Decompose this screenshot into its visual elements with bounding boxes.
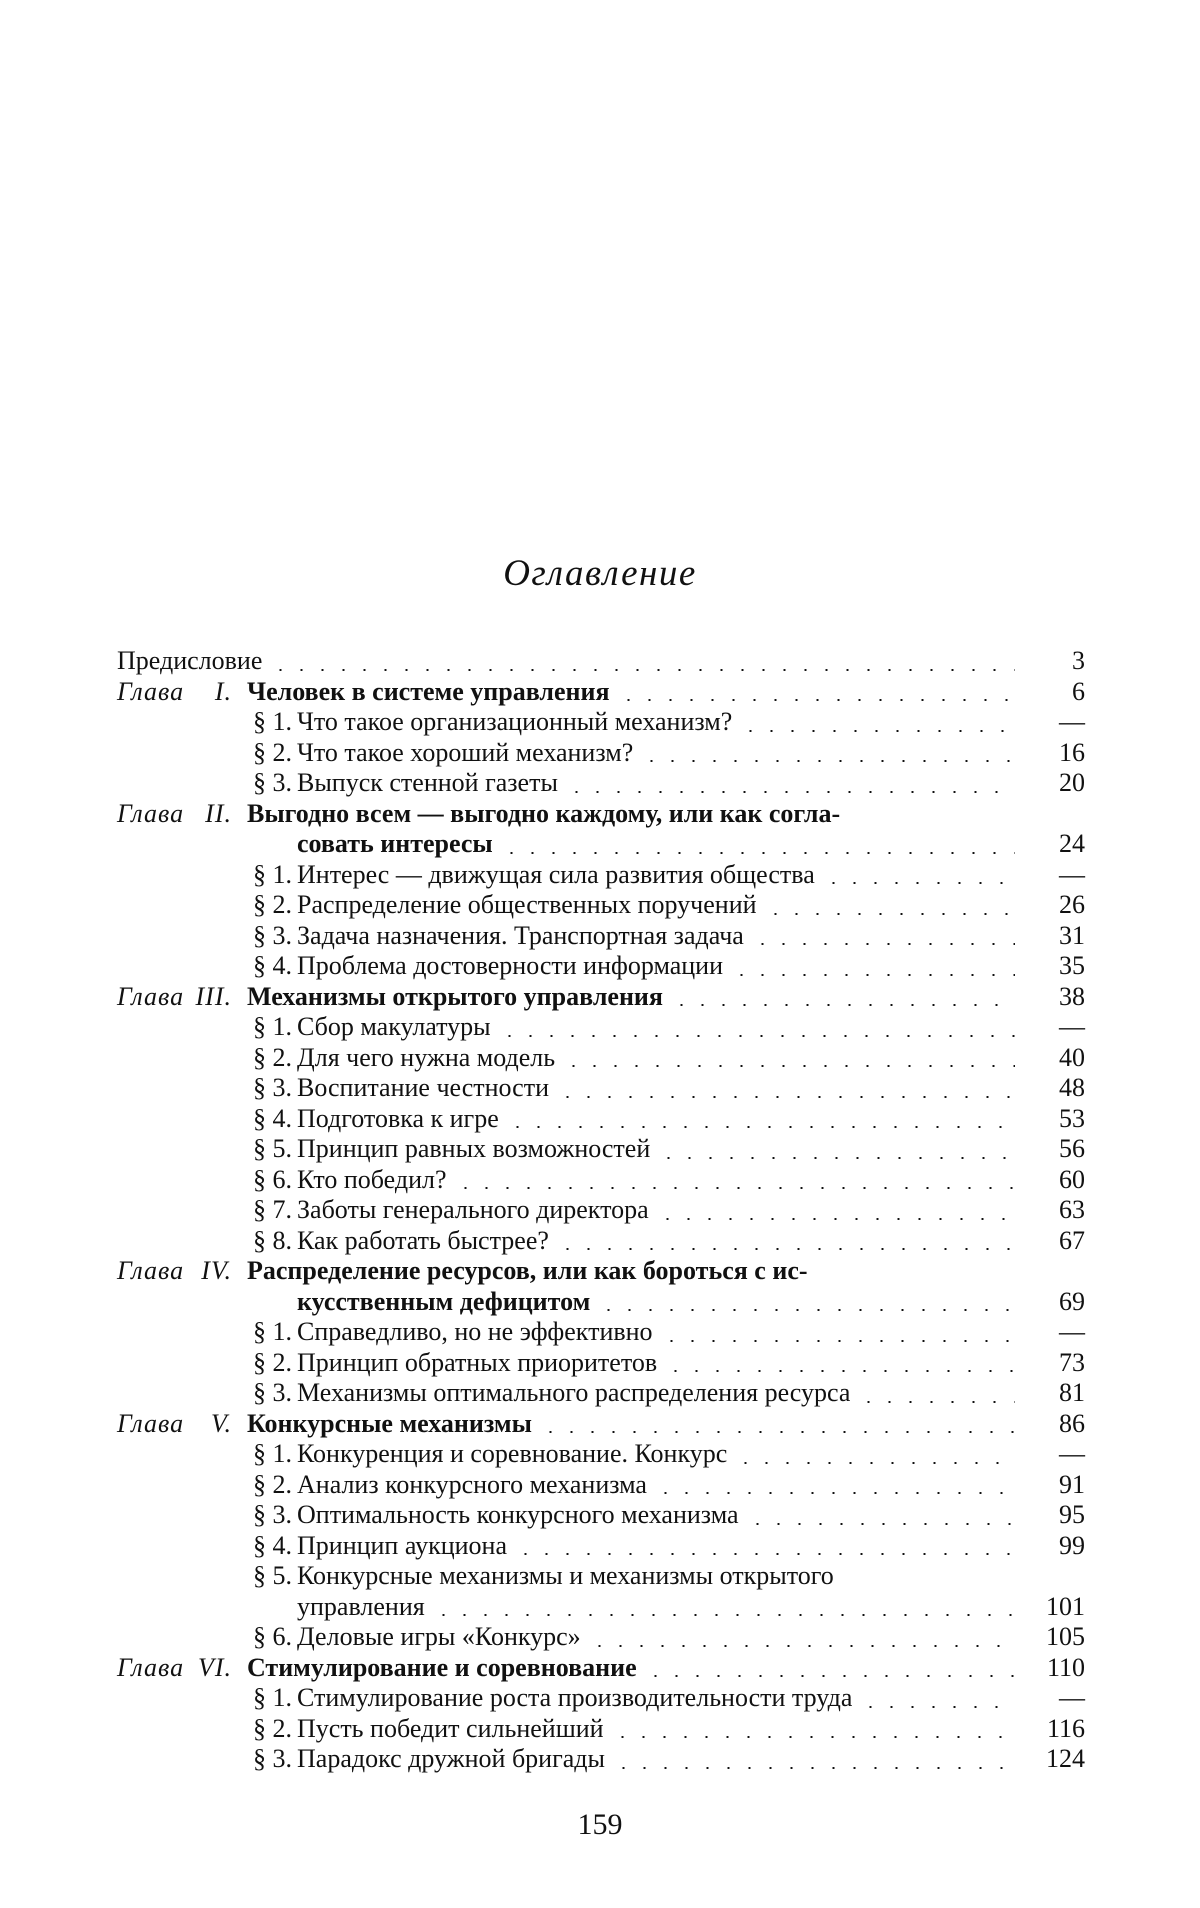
section-number: § 1. <box>212 1317 292 1348</box>
chapter-word: Глава <box>117 799 184 830</box>
section-number: § 4. <box>212 1531 292 1562</box>
dot-leader <box>823 882 1015 884</box>
section-number: § 5. <box>212 1134 292 1165</box>
toc-entry <box>117 799 1085 830</box>
page-title: Оглавление <box>0 552 1200 595</box>
chapter-label <box>117 677 232 708</box>
chapter-label <box>117 1256 232 1287</box>
entry-title: Механизмы открытого управления <box>247 982 663 1013</box>
chapter-number: II. <box>205 799 232 830</box>
dot-leader <box>566 791 1015 793</box>
entry-title: Принцип равных возможностей <box>297 1134 650 1165</box>
page-ref: 16 <box>1025 738 1085 769</box>
dot-leader <box>645 1675 1015 1677</box>
dot-leader <box>860 1706 1015 1708</box>
page-ref: 35 <box>1025 951 1085 982</box>
section-number: § 8. <box>212 1226 292 1257</box>
dot-leader <box>499 1035 1015 1037</box>
section-number: § 5. <box>212 1561 292 1592</box>
entry-title: Конкуренция и соревнование. Конкурс <box>297 1439 727 1470</box>
page-ref: 48 <box>1025 1073 1085 1104</box>
toc-entry <box>117 646 1085 677</box>
dot-leader <box>657 1218 1015 1220</box>
toc-entry <box>117 1714 1085 1745</box>
page-ref: — <box>1025 1683 1085 1714</box>
entry-title: Конкурсные механизмы <box>247 1409 532 1440</box>
section-number: § 3. <box>212 1378 292 1409</box>
section-number: § 3. <box>212 921 292 952</box>
toc-entry <box>117 1470 1085 1501</box>
section-number: § 2. <box>212 738 292 769</box>
toc-entry <box>117 1104 1085 1135</box>
entry-title: управления <box>297 1592 425 1623</box>
dot-leader <box>858 1401 1015 1403</box>
chapter-label <box>117 982 232 1013</box>
section-number: § 3. <box>212 1073 292 1104</box>
toc-entry <box>117 707 1085 738</box>
page-ref: 24 <box>1025 829 1085 860</box>
dot-leader <box>735 1462 1015 1464</box>
dot-leader <box>557 1096 1015 1098</box>
page-ref: — <box>1025 1439 1085 1470</box>
section-number: § 4. <box>212 951 292 982</box>
toc-entry <box>117 860 1085 891</box>
dot-leader <box>752 943 1015 945</box>
page-ref: 31 <box>1025 921 1085 952</box>
entry-title: Стимулирование и соревнование <box>247 1653 637 1684</box>
toc-entry <box>117 738 1085 769</box>
toc-entry <box>117 768 1085 799</box>
chapter-label <box>117 799 232 830</box>
page-ref: 105 <box>1025 1622 1085 1653</box>
chapter-number: V. <box>211 1409 232 1440</box>
page-ref: — <box>1025 1317 1085 1348</box>
entry-title: Анализ конкурсного механизма <box>297 1470 647 1501</box>
entry-title: Деловые игры «Конкурс» <box>297 1622 581 1653</box>
table-of-contents <box>117 646 1085 1775</box>
page-number: 159 <box>0 1808 1200 1842</box>
entry-title: Как работать быстрее? <box>297 1226 549 1257</box>
section-number: § 2. <box>212 1348 292 1379</box>
section-number: § 3. <box>212 768 292 799</box>
toc-entry <box>117 1043 1085 1074</box>
dot-leader <box>598 1309 1015 1311</box>
toc-entry <box>117 1256 1085 1287</box>
dot-leader <box>665 1370 1015 1372</box>
section-number: § 1. <box>212 1683 292 1714</box>
toc-entry <box>117 1195 1085 1226</box>
dot-leader <box>563 1065 1015 1067</box>
toc-entry <box>117 1531 1085 1562</box>
toc-entry <box>117 1653 1085 1684</box>
dot-leader <box>661 1340 1015 1342</box>
chapter-word: Глава <box>117 1256 184 1287</box>
page-ref: — <box>1025 707 1085 738</box>
section-number: § 3. <box>212 1500 292 1531</box>
entry-title: Стимулирование роста производительности труда <box>297 1683 852 1714</box>
page-ref: 20 <box>1025 768 1085 799</box>
chapter-word: Глава <box>117 982 184 1013</box>
dot-leader <box>270 669 1015 671</box>
chapter-word: Глава <box>117 1653 184 1684</box>
chapter-number: I. <box>215 677 232 708</box>
toc-entry <box>117 1378 1085 1409</box>
entry-title: Предисловие <box>117 646 262 677</box>
page-ref: 124 <box>1025 1744 1085 1775</box>
chapter-label <box>117 1653 232 1684</box>
page-ref: 53 <box>1025 1104 1085 1135</box>
page-ref: 86 <box>1025 1409 1085 1440</box>
section-number: § 4. <box>212 1104 292 1135</box>
chapter-word: Глава <box>117 677 184 708</box>
toc-entry <box>117 1592 1085 1623</box>
entry-title: Задача назначения. Транспортная задача <box>297 921 744 952</box>
page-ref: 3 <box>1025 646 1085 677</box>
entry-title: Оптимальность конкурсного механизма <box>297 1500 739 1531</box>
entry-title: Для чего нужна модель <box>297 1043 555 1074</box>
entry-title: Воспитание честности <box>297 1073 549 1104</box>
dot-leader <box>641 760 1015 762</box>
section-number: § 2. <box>212 1043 292 1074</box>
section-number: § 6. <box>212 1622 292 1653</box>
toc-entry <box>117 1012 1085 1043</box>
page-ref: — <box>1025 860 1085 891</box>
dot-leader <box>655 1492 1015 1494</box>
dot-leader <box>613 1767 1015 1769</box>
dot-leader <box>515 1553 1015 1555</box>
page-ref: 95 <box>1025 1500 1085 1531</box>
toc-entry <box>117 1409 1085 1440</box>
toc-entry <box>117 1622 1085 1653</box>
page-ref: 91 <box>1025 1470 1085 1501</box>
toc-entry <box>117 1683 1085 1714</box>
toc-entry <box>117 982 1085 1013</box>
page-ref: 81 <box>1025 1378 1085 1409</box>
page-ref: 60 <box>1025 1165 1085 1196</box>
dot-leader <box>501 852 1015 854</box>
entry-title: Конкурсные механизмы и механизмы открытого <box>297 1561 834 1592</box>
page-ref: 63 <box>1025 1195 1085 1226</box>
dot-leader <box>658 1157 1015 1159</box>
entry-title: Выпуск стенной газеты <box>297 768 558 799</box>
entry-title: кусственным дефицитом <box>297 1287 590 1318</box>
section-number: § 6. <box>212 1165 292 1196</box>
dot-leader <box>589 1645 1015 1647</box>
entry-title: Человек в системе управления <box>247 677 610 708</box>
dot-leader <box>507 1126 1015 1128</box>
entry-title: Кто победил? <box>297 1165 447 1196</box>
toc-entry <box>117 677 1085 708</box>
toc-entry <box>117 1287 1085 1318</box>
section-number: § 1. <box>212 1439 292 1470</box>
page-ref: 56 <box>1025 1134 1085 1165</box>
page-ref: 99 <box>1025 1531 1085 1562</box>
toc-entry <box>117 1744 1085 1775</box>
entry-title: Заботы генерального директора <box>297 1195 649 1226</box>
entry-title: Принцип обратных приоритетов <box>297 1348 657 1379</box>
dot-leader <box>731 974 1015 976</box>
entry-title: Подготовка к игре <box>297 1104 499 1135</box>
toc-entry <box>117 890 1085 921</box>
toc-entry <box>117 829 1085 860</box>
page-ref: 40 <box>1025 1043 1085 1074</box>
page-ref: 73 <box>1025 1348 1085 1379</box>
page-ref: 26 <box>1025 890 1085 921</box>
section-number: § 7. <box>212 1195 292 1226</box>
section-number: § 1. <box>212 1012 292 1043</box>
section-number: § 1. <box>212 707 292 738</box>
chapter-label <box>117 1409 232 1440</box>
toc-entry <box>117 1317 1085 1348</box>
toc-entry <box>117 921 1085 952</box>
entry-title: Что такое хороший механизм? <box>297 738 633 769</box>
toc-entry <box>117 1348 1085 1379</box>
section-number: § 2. <box>212 890 292 921</box>
section-number: § 1. <box>212 860 292 891</box>
dot-leader <box>740 730 1015 732</box>
entry-title: Пусть победит сильнейший <box>297 1714 604 1745</box>
toc-entry <box>117 1500 1085 1531</box>
dot-leader <box>557 1248 1015 1250</box>
page-ref: 38 <box>1025 982 1085 1013</box>
toc-entry <box>117 1439 1085 1470</box>
entry-title: Справедливо, но не эффективно <box>297 1317 653 1348</box>
chapter-number: IV. <box>201 1256 232 1287</box>
section-number: § 2. <box>212 1714 292 1745</box>
section-number: § 2. <box>212 1470 292 1501</box>
entry-title: Парадокс дружной бригады <box>297 1744 605 1775</box>
entry-title: Выгодно всем — выгодно каждому, или как согла- <box>247 799 840 830</box>
toc-entry <box>117 1165 1085 1196</box>
entry-title: Что такое организационный механизм? <box>297 707 732 738</box>
chapter-word: Глава <box>117 1409 184 1440</box>
page-ref: 101 <box>1025 1592 1085 1623</box>
dot-leader <box>433 1614 1015 1616</box>
entry-title: Распределение ресурсов, или как бороться с ис- <box>247 1256 808 1287</box>
dot-leader <box>540 1431 1015 1433</box>
dot-leader <box>455 1187 1015 1189</box>
toc-entry <box>117 1134 1085 1165</box>
page-ref: 116 <box>1025 1714 1085 1745</box>
dot-leader <box>618 699 1015 701</box>
page-ref: 67 <box>1025 1226 1085 1257</box>
page-ref: 110 <box>1025 1653 1085 1684</box>
entry-title: Интерес — движущая сила развития общества <box>297 860 815 891</box>
toc-entry <box>117 1226 1085 1257</box>
toc-entry <box>117 951 1085 982</box>
dot-leader <box>612 1736 1015 1738</box>
page-ref: — <box>1025 1012 1085 1043</box>
entry-title: Сбор макулатуры <box>297 1012 491 1043</box>
chapter-number: III. <box>196 982 232 1013</box>
entry-title: Распределение общественных поручений <box>297 890 757 921</box>
entry-title: совать интересы <box>297 829 493 860</box>
toc-entry <box>117 1073 1085 1104</box>
entry-title: Принцип аукциона <box>297 1531 507 1562</box>
entry-title: Механизмы оптимального распределения ресурса <box>297 1378 850 1409</box>
dot-leader <box>747 1523 1015 1525</box>
page-ref: 6 <box>1025 677 1085 708</box>
section-number: § 3. <box>212 1744 292 1775</box>
dot-leader <box>765 913 1015 915</box>
page-ref: 69 <box>1025 1287 1085 1318</box>
dot-leader <box>671 1004 1015 1006</box>
entry-title: Проблема достоверности информации <box>297 951 723 982</box>
toc-entry <box>117 1561 1085 1592</box>
chapter-number: VI. <box>198 1653 232 1684</box>
